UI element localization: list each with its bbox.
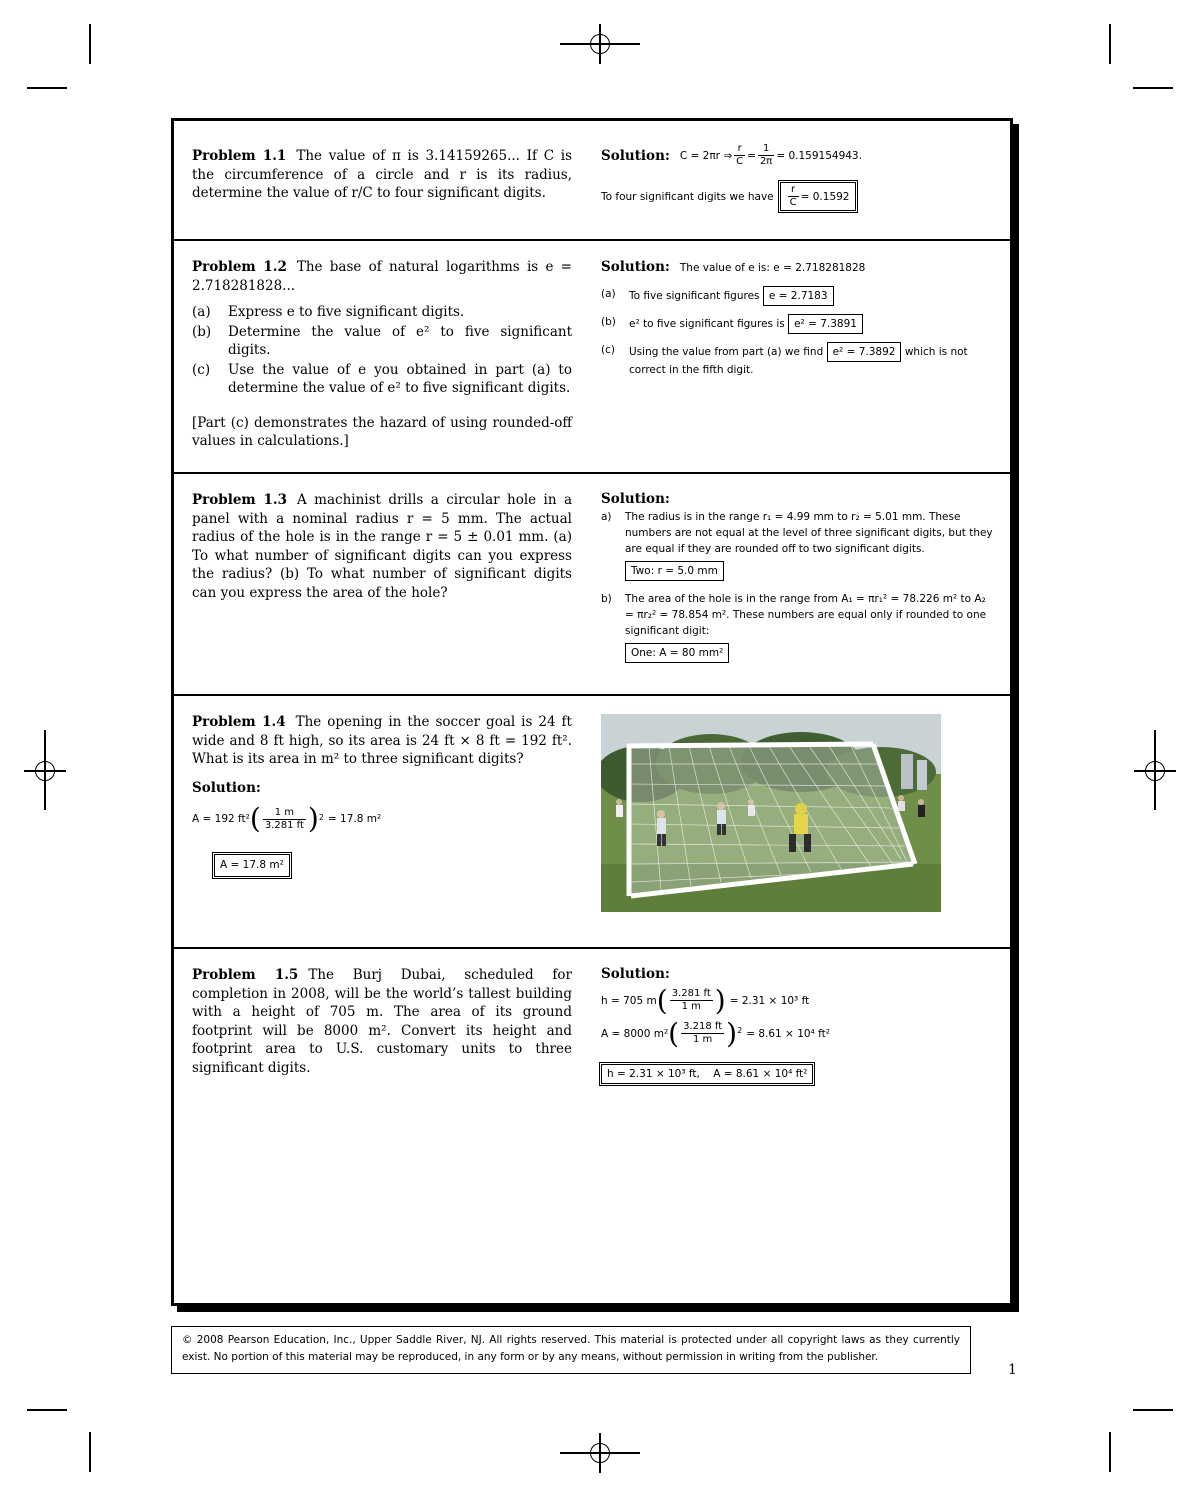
fraction bbox=[734, 143, 745, 168]
fraction bbox=[681, 1021, 724, 1046]
equation-right: = 8.61 × 10⁴ ft² bbox=[746, 1027, 830, 1040]
equation-left: A = 8000 m² bbox=[601, 1027, 669, 1040]
answer-box: A = 17.8 m² bbox=[214, 854, 290, 877]
right-paren: ) bbox=[726, 1016, 738, 1050]
solution-equation: C = 2πr ⇒ bbox=[679, 149, 733, 162]
problem-row bbox=[174, 474, 1010, 696]
problem-statement bbox=[192, 147, 572, 203]
problem-text: The opening in the soccer goal is 24 ft wide and 8 ft high, so its area is 24 ft × 8 ft = 192 ft². What is its area in m² to three significant digits? bbox=[192, 714, 572, 767]
problem-statement bbox=[192, 966, 572, 1077]
problem-row bbox=[174, 121, 1010, 241]
problem-statement bbox=[192, 713, 572, 877]
solution-title: Solution: bbox=[601, 259, 670, 275]
problem-text: The Burj Dubai, scheduled for completion in 2008, will be the world’s tallest building with a height of 705 m. The area of its ground footprint will be 8000 m². Convert its height and footprint area to U.S. customary units to three significant digits. bbox=[192, 967, 572, 1076]
solution bbox=[601, 491, 996, 663]
fraction bbox=[263, 807, 306, 832]
solution-value: = 0.159154943. bbox=[776, 149, 862, 162]
problem-text: A machinist drills a circular hole in a panel with a nominal radius r = 5 mm. The actual radius of the hole is in the range r = 5 ± 0.01 mm. (a) To what number of significant digits can you express the radius? (b) To what number of significant digits can you express the area of the hole? bbox=[192, 492, 572, 601]
problem-title: Problem 1.5 bbox=[192, 967, 299, 983]
fraction-denominator: 1 m bbox=[681, 1001, 701, 1012]
answer-value: = 0.1592 bbox=[800, 190, 850, 203]
solution-equation bbox=[601, 983, 996, 1017]
answer-box bbox=[780, 182, 856, 211]
item-text: Use the value of e you obtained in part (a) to determine the value of e² to five significant digits. bbox=[228, 361, 572, 396]
soccer-goal-photo bbox=[601, 714, 941, 912]
problem-text: The value of π is 3.14159265... If C is the circumference of a circle and r is its radius, determine the value of r/C to four significant digits. bbox=[192, 148, 572, 201]
problem-row bbox=[174, 241, 1010, 474]
item-text: e² to five significant figures is bbox=[629, 318, 785, 330]
problem-statement bbox=[192, 491, 572, 602]
solution-title: Solution: bbox=[601, 147, 670, 164]
problem-text: The base of natural logarithms is e = 2.718281828... bbox=[192, 259, 572, 294]
crop-mark bbox=[1133, 1409, 1173, 1411]
fraction-numerator: 1 bbox=[758, 143, 774, 156]
result-text: To four significant digits we have bbox=[601, 190, 774, 203]
item-label: (a) bbox=[192, 304, 211, 320]
problem-note: [Part (c) demonstrates the hazard of using rounded-off values in calculations.] bbox=[192, 414, 572, 449]
answer-box: Two: r = 5.0 mm bbox=[625, 561, 724, 581]
list-item bbox=[192, 361, 572, 398]
crop-mark bbox=[1109, 24, 1111, 64]
equation-left: h = 705 m bbox=[601, 994, 657, 1007]
item-text: To five significant figures bbox=[629, 290, 760, 302]
fraction-numerator: 1 m bbox=[263, 807, 306, 820]
exponent: 2 bbox=[318, 813, 324, 822]
item-label: (a) bbox=[601, 288, 616, 300]
list-item bbox=[601, 314, 996, 334]
fraction-denominator: C bbox=[736, 156, 744, 167]
list-item bbox=[192, 323, 572, 360]
soccer-goal-image bbox=[601, 714, 941, 912]
solution bbox=[601, 966, 996, 1084]
exponent: 2 bbox=[737, 1026, 743, 1035]
left-paren: ( bbox=[668, 1016, 680, 1050]
answer-box: e = 2.7183 bbox=[763, 286, 834, 306]
solution-intro: The value of e is: e = 2.718281828 bbox=[679, 262, 866, 274]
answer-box: h = 2.31 × 10³ ft, A = 8.61 × 10⁴ ft² bbox=[601, 1064, 813, 1084]
fraction-denominator: 2π bbox=[759, 156, 773, 167]
fraction bbox=[758, 143, 774, 168]
fraction-denominator: C bbox=[789, 197, 797, 208]
question-list bbox=[192, 303, 572, 398]
registration-mark-icon bbox=[35, 761, 55, 781]
problem-title: Problem 1.1 bbox=[192, 148, 287, 164]
item-text: Determine the value of e² to five significant digits. bbox=[228, 323, 572, 358]
item-label: b) bbox=[601, 593, 612, 605]
fraction-numerator: r bbox=[734, 143, 745, 156]
fraction-numerator: r bbox=[788, 184, 799, 197]
crop-mark bbox=[1133, 87, 1173, 89]
problem-row bbox=[174, 696, 1010, 949]
item-text: The area of the hole is in the range from A₁ = πr₁² = 78.226 m² to A₂ = πr₂² = 78.854 m². These numbers are equal only if rounded to one significant digit: bbox=[625, 593, 987, 637]
solution bbox=[601, 143, 996, 211]
crop-mark bbox=[1109, 1432, 1111, 1472]
problem-row bbox=[174, 949, 1010, 1303]
item-label: (c) bbox=[601, 344, 615, 356]
solution-title: Solution: bbox=[601, 966, 670, 982]
item-text: Using the value from part (a) we find bbox=[629, 346, 824, 358]
registration-mark-icon bbox=[590, 34, 610, 54]
solution-title: Solution: bbox=[192, 779, 261, 796]
item-text: The radius is in the range r₁ = 4.99 mm to r₂ = 5.01 mm. These numbers are not equal at the level of three significant digits, but they are equal if they are rounded off to two significant digits. bbox=[625, 511, 993, 555]
equation-right: = 17.8 m² bbox=[327, 813, 382, 826]
left-paren: ( bbox=[249, 802, 261, 836]
problem-title: Problem 1.3 bbox=[192, 492, 288, 508]
copyright-footer: © 2008 Pearson Education, Inc., Upper Saddle River, NJ. All rights reserved. This material is protected under all copyright laws as they currently exist. No portion of this material may be reproduced, in any form or by any means, without permission in writing from the publisher. bbox=[171, 1326, 971, 1374]
equation-right: = 2.31 × 10³ ft bbox=[729, 994, 810, 1007]
solution-title: Solution: bbox=[601, 491, 670, 507]
equation-left: A = 192 ft² bbox=[192, 813, 250, 826]
solution-equation bbox=[192, 802, 572, 836]
problem-title: Problem 1.2 bbox=[192, 259, 287, 275]
item-label: (c) bbox=[192, 361, 211, 378]
answer-box: e² = 7.3892 bbox=[827, 342, 902, 362]
fraction-denominator: 3.281 ft bbox=[264, 820, 304, 831]
item-after-text: which is not correct in the fifth digit. bbox=[629, 346, 968, 376]
item-label: (b) bbox=[601, 316, 616, 328]
right-paren: ) bbox=[714, 983, 726, 1017]
item-text: Express e to five significant digits. bbox=[228, 304, 465, 320]
right-paren: ) bbox=[307, 802, 319, 836]
item-label: (b) bbox=[192, 323, 212, 340]
solution-equation bbox=[601, 1016, 996, 1050]
problem-title: Problem 1.4 bbox=[192, 714, 286, 730]
left-paren: ( bbox=[656, 983, 668, 1017]
fraction bbox=[670, 988, 713, 1013]
registration-mark-icon bbox=[590, 1443, 610, 1463]
registration-mark-icon bbox=[1145, 761, 1165, 781]
list-item bbox=[192, 303, 572, 322]
problem-statement bbox=[192, 258, 572, 451]
list-item bbox=[601, 591, 996, 639]
fraction bbox=[788, 184, 799, 209]
problem-sheet bbox=[171, 118, 1013, 1306]
answer-box: e² = 7.3891 bbox=[788, 314, 863, 334]
item-label: a) bbox=[601, 511, 612, 523]
page-number: 1 bbox=[1008, 1362, 1017, 1378]
list-item bbox=[601, 286, 996, 306]
fraction-numerator: 3.281 ft bbox=[671, 988, 711, 999]
fraction-numerator: 3.218 ft bbox=[683, 1021, 723, 1032]
fraction-denominator: 1 m bbox=[692, 1034, 713, 1045]
crop-mark bbox=[27, 1409, 67, 1411]
crop-mark bbox=[89, 1432, 91, 1472]
crop-mark bbox=[89, 24, 91, 64]
equals-sign: = bbox=[747, 149, 756, 162]
crop-mark bbox=[27, 87, 67, 89]
answer-box: One: A = 80 mm² bbox=[625, 643, 729, 663]
solution bbox=[601, 259, 996, 386]
list-item bbox=[601, 342, 996, 378]
list-item bbox=[601, 509, 996, 557]
